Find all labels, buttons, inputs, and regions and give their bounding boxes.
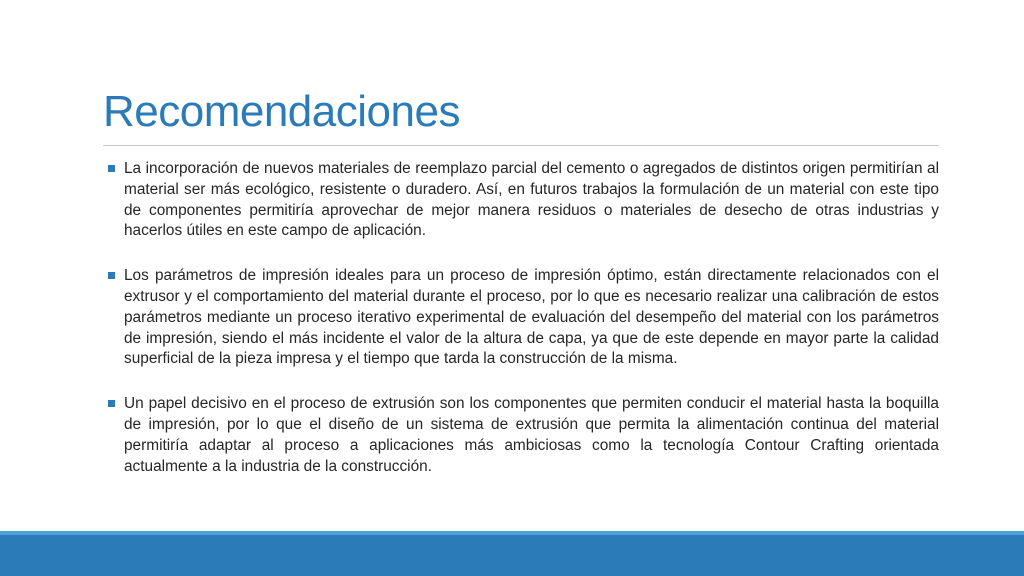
bullet-text-1: La incorporación de nuevos materiales de reemplazo parcial del cemento o agregados de distintos origen permitirían al material ser más ecológico, resistente o duradero. Así, en futuros trabajos la formulación de un material con este tipo de componentes permitiría aprovechar de mejor manera residuos o materiales de desecho de otras industrias y hacerlos útiles en este campo de aplicación. bbox=[124, 160, 939, 240]
bullet-item-1 bbox=[103, 159, 939, 242]
bullet-item-3 bbox=[103, 394, 939, 477]
bullet-text-2: Los parámetros de impresión ideales para un proceso de impresión óptimo, están directamente relacionados con el extrusor y el comportamiento del material durante el proceso, por lo que es necesario realizar una calibración de estos parámetros mediante un proceso iterativo experimental de evaluación del desempeño del material con los parámetros de impresión, siendo el más incidente el valor de la altura de capa, ya que de este depende en mayor parte la calidad superficial de la pieza impresa y el tiempo que tarda la construcción de la misma. bbox=[124, 267, 939, 368]
bullet-list bbox=[103, 159, 939, 501]
title-divider bbox=[103, 145, 939, 146]
footer-bar bbox=[0, 535, 1024, 576]
bullet-item-2 bbox=[103, 266, 939, 370]
square-bullet-icon bbox=[108, 272, 115, 279]
bullet-text-3: Un papel decisivo en el proceso de extrusión son los componentes que permiten conducir el material hasta la boquilla de impresión, por lo que el diseño de un sistema de extrusión que permita la alimentación continua del material permitiría adaptar al proceso a aplicaciones más ambiciosas como la tecnología Contour Crafting orientada actualmente a la industria de la construcción. bbox=[124, 395, 939, 475]
square-bullet-icon bbox=[108, 400, 115, 407]
square-bullet-icon bbox=[108, 165, 115, 172]
slide-title: Recomendaciones bbox=[103, 87, 460, 136]
